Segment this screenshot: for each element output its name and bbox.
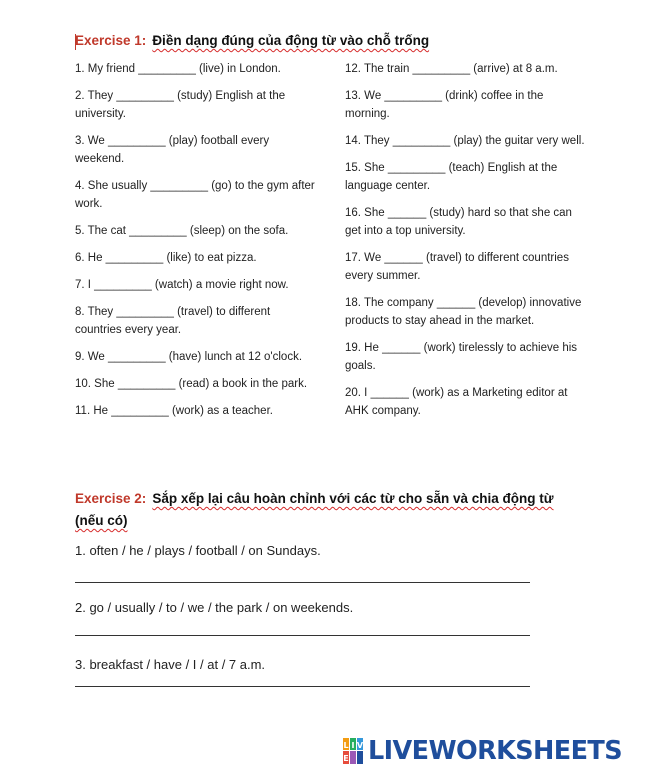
exercise1-item: 6. He _________ (like) to eat pizza. xyxy=(75,252,257,264)
svg-text:L: L xyxy=(343,741,349,750)
exercise1-right-column xyxy=(345,60,585,429)
answer-line[interactable] xyxy=(75,686,530,687)
exercise1-item: 4. She usually _________ (go) to the gym after work. xyxy=(75,180,315,210)
exercise1-left-column xyxy=(75,60,315,429)
exercise1-instruction: Điền dạng đúng của động từ vào chỗ trống xyxy=(152,33,430,48)
exercise2-list xyxy=(75,540,535,711)
exercise1-heading xyxy=(75,30,429,52)
answer-line[interactable] xyxy=(75,582,530,583)
exercise1-item: 5. The cat _________ (sleep) on the sofa. xyxy=(75,225,289,237)
exercise2-item xyxy=(75,540,535,597)
exercise1-item: 11. He _________ (work) as a teacher. xyxy=(75,405,273,417)
exercise1-item: 13. We _________ (drink) coffee in the morning. xyxy=(345,90,544,120)
exercise2-prompt: 1. often / he / plays / football / on Sundays. xyxy=(75,543,321,558)
exercise1-item: 8. They _________ (travel) to different countries every year. xyxy=(75,306,271,336)
svg-text:E: E xyxy=(343,754,349,763)
svg-text:V: V xyxy=(356,741,364,750)
exercise2-heading xyxy=(75,488,575,532)
exercise1-item: 20. I ______ (work) as a Marketing editor at AHK company. xyxy=(345,387,568,417)
exercise1-item: 16. She ______ (study) hard so that she can get into a top university. xyxy=(345,207,572,237)
exercise1-item: 2. They _________ (study) English at the university. xyxy=(75,90,286,120)
exercise2-instruction: Sắp xếp lại câu hoàn chỉnh với các từ cho sẵn và chia động từ (nếu có) xyxy=(75,491,554,528)
exercise2-item xyxy=(75,654,535,711)
exercise1-item: 7. I _________ (watch) a movie right now. xyxy=(75,279,289,291)
liveworksheets-logo-icon xyxy=(343,738,365,764)
exercise2-label: Exercise 2: xyxy=(75,491,147,506)
exercise2-item xyxy=(75,597,535,654)
exercise1-item: 9. We _________ (have) lunch at 12 o'clock. xyxy=(75,351,303,363)
exercise1-item: 10. She _________ (read) a book in the park. xyxy=(75,378,308,390)
svg-text:I: I xyxy=(351,741,355,750)
liveworksheets-wordmark: LIVEWORKSHEETS xyxy=(368,736,622,766)
exercise1-item: 3. We _________ (play) football every weekend. xyxy=(75,135,270,165)
exercise1-label: Exercise 1: xyxy=(75,33,147,48)
exercise1-item: 17. We ______ (travel) to different countries every summer. xyxy=(345,252,569,282)
exercise1-item: 14. They _________ (play) the guitar very well. xyxy=(345,135,585,147)
exercise1-item: 1. My friend _________ (live) in London. xyxy=(75,63,281,75)
exercise2-prompt: 3. breakfast / have / I / at / 7 a.m. xyxy=(75,657,266,672)
exercise1-item: 19. He ______ (work) tirelessly to achieve his goals. xyxy=(345,342,578,372)
exercise2-prompt: 2. go / usually / to / we / the park / on weekends. xyxy=(75,600,354,615)
liveworksheets-logo xyxy=(343,736,622,766)
exercise1-item: 12. The train _________ (arrive) at 8 a.m. xyxy=(345,63,558,75)
answer-line[interactable] xyxy=(75,635,530,636)
exercise1-item: 15. She _________ (teach) English at the language center. xyxy=(345,162,558,192)
exercise1-item: 18. The company ______ (develop) innovative products to stay ahead in the market. xyxy=(345,297,582,327)
